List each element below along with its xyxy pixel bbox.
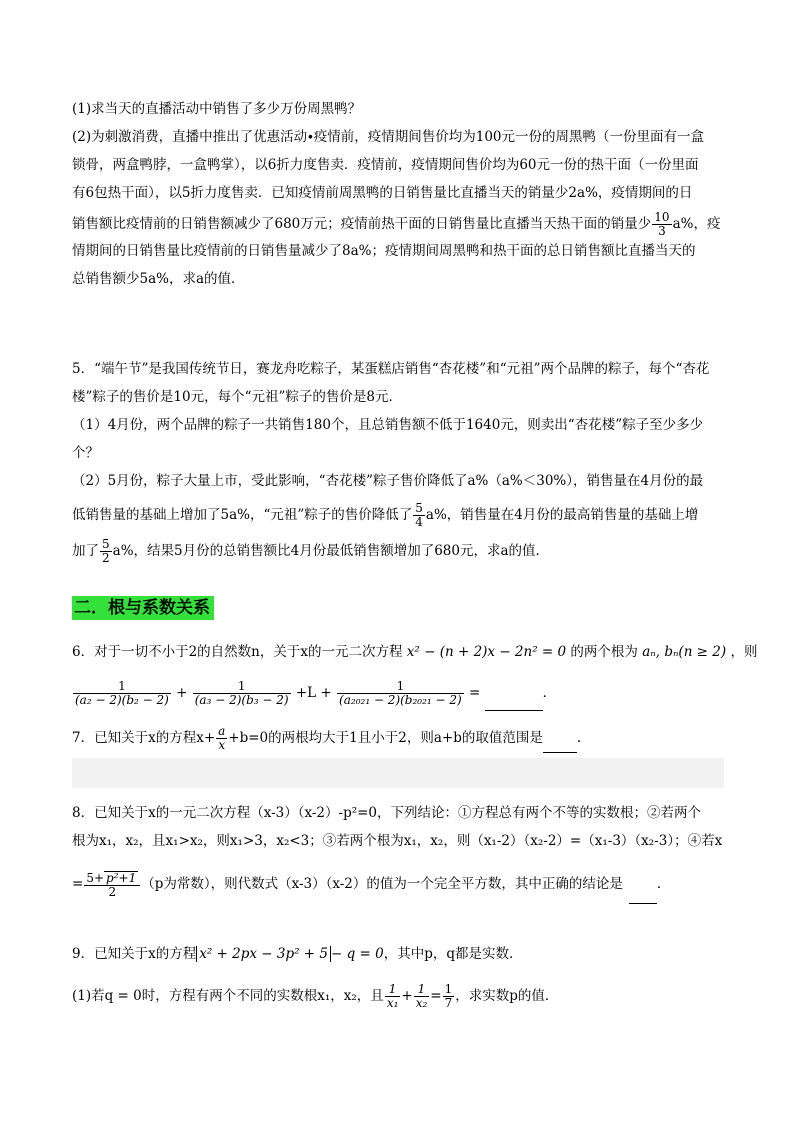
q9-frac1 [385, 983, 401, 1010]
q5-line2: 楼”粽子的售价是10元，每个“元祖”粽子的售价是8元． [72, 389, 402, 405]
q4-line4-text-a: 销售额比疫情前的日销售额减少了680万元；疫情前热干面的日销售量比直播当天热干面的销量少 [72, 216, 652, 232]
q8-answer-blank[interactable] [629, 887, 657, 904]
q5-line7-text-b: a%，结果5月份的总销售额比4月份最低销售额增加了680元，求a的值． [112, 543, 550, 559]
q8-frac-num [84, 871, 140, 886]
q4-line4-text-b: a%，疫 [672, 216, 721, 232]
q6-term1-den: (a₂ − 2)(b₂ − 2) [75, 693, 169, 707]
q7-frac-den: x [218, 738, 226, 752]
q6-text-a: 6．对于一切不小于2的自然数n，关于x的一元二次方程 [72, 644, 403, 660]
q9-frac2-num: 1 [414, 983, 430, 997]
q9-equals: = [430, 988, 442, 1004]
q9-line2 [72, 979, 724, 1013]
section-heading: 二．根与系数关系 [72, 596, 214, 620]
q6-term2-den: (a₃ − 2)(b₃ − 2) [194, 693, 289, 707]
q9-line1 [72, 942, 724, 967]
q9-frac1-num: 1 [385, 983, 401, 997]
q8-line3 [72, 864, 724, 904]
q5-fraction-5-4 [413, 502, 425, 529]
q9-plus: + [401, 988, 413, 1004]
q9-absolute-value: x² + 2px − 3p² + 5 [196, 946, 331, 962]
q6-block [72, 640, 758, 711]
q9-block [72, 942, 724, 1013]
q6-tail: ． [542, 685, 557, 701]
q4-part2-line4 [72, 209, 724, 239]
q9-text-d: ，求实数p的值． [455, 988, 559, 1004]
q6-equals: = [469, 685, 481, 701]
q9-frac2 [414, 983, 430, 1010]
q6-line1 [72, 640, 758, 665]
q5-frac1-num: 5 [415, 501, 423, 515]
q7-text-b: +b=0的两根均大于1且小于2，则a+b的取值范围是 [228, 730, 543, 746]
q6-term2 [193, 680, 291, 707]
q6-sum-line [72, 675, 724, 711]
q7-line [72, 723, 724, 753]
q6-term3-den: (a₂₀₂₁ − 2)(b₂₀₂₁ − 2) [339, 693, 462, 707]
q7-fraction-a-x [216, 725, 227, 752]
q5-block [72, 357, 724, 566]
q7-answer-blank[interactable] [543, 736, 577, 753]
q5-line7-text-a: 加了 [72, 543, 99, 559]
gray-divider-bar [72, 758, 724, 788]
q5-fraction-5-2 [100, 538, 112, 565]
q9-frac1-den: x₁ [386, 996, 399, 1010]
q5-line6-text-b: a%，销售量在4月份的最高销售量的基础上增 [425, 507, 699, 523]
q5-line1: 5．“端午节”是我国传统节日，赛龙舟吃粽子，某蛋糕店销售“杏花楼”和“元祖”两个品牌的粽子，每个“杏花 [72, 361, 710, 377]
q5-line5: （2）5月份，粽子大量上市，受此影响，“杏花楼”粽子售价降低了a%（a%＜30%），销售量在4月份的最 [72, 473, 704, 489]
q4-part2-line5: 情期间的日销售量比疫情前的日销售量减少了8a%；疫情期间周黑鸭和热干面的总日销售额比直播当天的 [72, 243, 696, 259]
q5-frac2-den: 2 [102, 551, 110, 565]
q4-frac-den: 3 [658, 224, 666, 238]
q4-fraction-10-3 [652, 211, 671, 238]
q4-part2-line6: 总销售额少5a%，求a的值． [72, 271, 245, 287]
q5-line3: （1）4月份，两个品牌的粽子一共销售180个，且总销售额不低于1640元，则卖出“杏花楼”粽子至少多少 [72, 417, 704, 433]
q4-frac-num: 10 [654, 210, 670, 224]
q6-term3-num: 1 [337, 680, 464, 694]
q6-term3 [337, 680, 464, 707]
q8-text-b: （p为常数），则代数式（x-3）（x-2）的值为一个完全平方数，其中正确的结论是 [141, 876, 623, 892]
q5-line6 [72, 500, 724, 530]
q5-line6-text-a: 低销售量的基础上增加了5a%，“元祖”粽子的售价降低了 [72, 507, 413, 523]
q6-text-c: ，则 [730, 644, 758, 660]
q5-line7 [72, 536, 724, 566]
q8-tail: ． [656, 876, 671, 892]
q4-block [72, 97, 724, 292]
q9-frac2-den: x₂ [415, 996, 428, 1010]
q8-frac-den: 2 [108, 884, 117, 899]
q6-text-b: 的两个根为 [570, 644, 638, 660]
q6-plus: + [176, 685, 188, 701]
q6-equation: x² − (n + 2)x − 2n² = 0 [406, 644, 567, 660]
q9-text-c: (1)若q = 0时，方程有两个不同的实数根x₁，x₂，且 [72, 988, 384, 1004]
q6-dots: +L + [295, 685, 332, 701]
q4-part2-line3: 有6包热干面），以5折力度售卖．已知疫情前周黑鸭的日销售量比直播当天的销量少2a%，疫情期间的日 [72, 185, 693, 201]
q4-part2-line1: (2)为刺激消费，直播中推出了优惠活动∙疫情前，疫情期间售价均为100元一份的周黑鸭（一份里面有一盒 [72, 129, 705, 145]
q9-frac3-den: 7 [444, 996, 453, 1010]
q6-term1-num: 1 [73, 680, 171, 694]
q9-equation-rest: − q = 0 [331, 946, 384, 962]
q8-line1: 8．已知关于x的一元二次方程（x-3）（x-2）-p²=0，下列结论：①方程总有两个不等的实数根；②若两个 [72, 805, 702, 821]
q6-answer-blank[interactable] [485, 694, 543, 711]
q7-block [72, 723, 724, 753]
q8-block [72, 801, 724, 904]
q4-part1: (1)求当天的直播活动中销售了多少万份周黑鸭？ [72, 101, 362, 117]
q5-frac1-den: 4 [415, 515, 423, 529]
q5-frac2-num: 5 [102, 537, 110, 551]
q9-frac3 [443, 983, 455, 1010]
q9-text-a: 9．已知关于x的方程 [72, 946, 197, 962]
q8-equals: = [72, 876, 84, 892]
q8-line2: 根为x₁，x₂，且x₁>x₂，则x₁>3，x₂<3；③若两个根为x₁，x₂，则（x₁-2）（x₂-2）=（x₁-3）（x₂-3）；④若x [72, 833, 723, 849]
q8-sqrt: p²+1 [106, 870, 137, 885]
q6-roots: aₙ, bₙ(n ≥ 2) [642, 644, 727, 660]
q7-text-a: 7．已知关于x的方程x+ [72, 730, 216, 746]
q7-frac-num: a [218, 724, 226, 738]
q7-tail: . [576, 730, 582, 746]
q9-text-b: ，其中p，q都是实数． [383, 946, 523, 962]
q6-term2-num: 1 [193, 680, 291, 694]
q6-term1 [73, 680, 171, 707]
q8-num-a: 5+ [86, 870, 105, 885]
q9-frac3-num: 1 [444, 982, 453, 996]
q4-part2-line2: 锁骨，两盒鸭脖，一盒鸭掌），以6折力度售卖．疫情前，疫情期间售价均为60元一份的热干面（一份里面 [72, 157, 699, 173]
q8-fraction [84, 871, 140, 899]
q5-line4: 个？ [72, 445, 99, 461]
